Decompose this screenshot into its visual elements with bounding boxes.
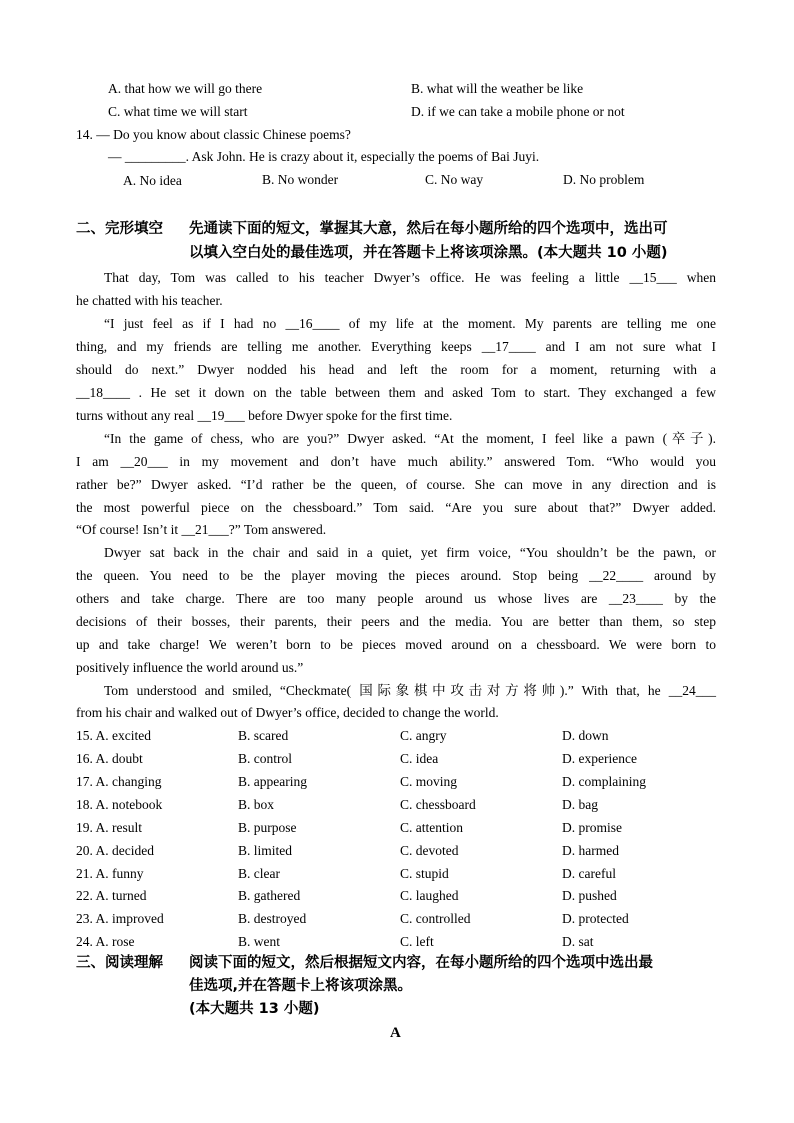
q18-option-b: B. box bbox=[238, 797, 275, 812]
q17-option-d: D. complaining bbox=[562, 774, 646, 789]
q13-option-d: D. if we can take a mobile phone or not bbox=[411, 104, 625, 119]
passage-line: others and take charge. There are too many people around us whose lives are __23____ by the bbox=[76, 591, 716, 606]
passage-line: thing, and my friends are telling me another. Everything keeps __17____ and I am not sure what I bbox=[76, 339, 716, 354]
q15-option-c: C. angry bbox=[400, 728, 447, 743]
section2-title: 二、完形填空 bbox=[76, 221, 163, 237]
q20-option-a: 20. A. decided bbox=[76, 843, 154, 858]
passage-line: That day, Tom was called to his teacher Dwyer’s office. He was feeling a little __15___ when bbox=[104, 270, 716, 285]
q23-option-d: D. protected bbox=[562, 911, 629, 926]
q19-option-b: B. purpose bbox=[238, 820, 297, 835]
q16-option-b: B. control bbox=[238, 751, 292, 766]
section2-instruction-2: 以填入空白处的最佳选项，并在答题卡上将该项涂黑。(本大题共 10 小题) bbox=[189, 245, 668, 261]
passage-line: the queen. You need to be the player moving the pieces around. Stop being __22____ around by bbox=[76, 568, 716, 583]
q17-option-a: 17. A. changing bbox=[76, 774, 162, 789]
passage-line: positively influence the world around us.” bbox=[76, 660, 304, 675]
q16-option-c: C. idea bbox=[400, 751, 439, 766]
q16-option-d: D. experience bbox=[562, 751, 637, 766]
passage-line: turns without any real __19___ before Dwyer spoke for the first time. bbox=[76, 408, 453, 423]
q17-option-c: C. moving bbox=[400, 774, 458, 789]
section3-instruction-1: 阅读下面的短文，然后根据短文内容，在每小题所给的四个选项中选出最 bbox=[189, 955, 653, 971]
q22-option-c: C. laughed bbox=[400, 888, 459, 903]
q17-option-b: B. appearing bbox=[238, 774, 307, 789]
section3-title: 三、阅读理解 bbox=[76, 955, 163, 971]
q18-option-a: 18. A. notebook bbox=[76, 797, 163, 812]
q24-option-c: C. left bbox=[400, 934, 434, 949]
q22-option-b: B. gathered bbox=[238, 888, 301, 903]
passage-line: Dwyer sat back in the chair and said in a quiet, yet firm voice, “You shouldn’t be the pawn, or bbox=[104, 545, 716, 560]
q14-option-c: C. No way bbox=[425, 172, 484, 187]
q18-option-d: D. bag bbox=[562, 797, 598, 812]
passage-line: the most powerful piece on the chessboard.” Tom said. “Are you sure about that?” Dwyer added. bbox=[76, 500, 716, 515]
passage-line: decisions of their bosses, their parents, their peers and the media. You are better than them, so step bbox=[76, 614, 716, 629]
q21-option-b: B. clear bbox=[238, 866, 280, 881]
q13-option-b: B. what will the weather be like bbox=[411, 81, 584, 96]
q16-option-a: 16. A. doubt bbox=[76, 751, 143, 766]
q23-option-c: C. controlled bbox=[400, 911, 471, 926]
passage-line: from his chair and walked out of Dwyer’s office, decided to change the world. bbox=[76, 705, 499, 720]
q21-option-c: C. stupid bbox=[400, 866, 449, 881]
passage-line: should do next.” Dwyer nodded his head and left the room for a moment, returning with a bbox=[76, 362, 716, 377]
q21-option-a: 21. A. funny bbox=[76, 866, 144, 881]
q23-option-b: B. destroyed bbox=[238, 911, 307, 926]
q15-option-b: B. scared bbox=[238, 728, 289, 743]
passage-line: up and take charge! We weren’t born to be pieces moved around on a chessboard. We were born to bbox=[76, 637, 716, 652]
q20-option-c: C. devoted bbox=[400, 843, 459, 858]
q19-option-a: 19. A. result bbox=[76, 820, 142, 835]
q13-option-c: C. what time we will start bbox=[108, 104, 248, 119]
q14-option-b: B. No wonder bbox=[262, 172, 339, 187]
q14-answer-line: — _________. Ask John. He is crazy about it, especially the poems of Bai Juyi. bbox=[108, 149, 540, 164]
passage-line: rather be?” Dwyer asked. “I’d rather be the queen, of course. She can move in any direction and is bbox=[76, 477, 716, 492]
q24-option-b: B. went bbox=[238, 934, 280, 949]
q15-option-d: D. down bbox=[562, 728, 609, 743]
q14-question: 14. — Do you know about classic Chinese poems? bbox=[76, 127, 351, 142]
part-label: A bbox=[390, 1025, 401, 1041]
q22-option-d: D. pushed bbox=[562, 888, 617, 903]
q14-option-d: D. No problem bbox=[563, 172, 645, 187]
q18-option-c: C. chessboard bbox=[400, 797, 476, 812]
q13-option-a: A. that how we will go there bbox=[108, 81, 263, 96]
q19-option-c: C. attention bbox=[400, 820, 463, 835]
passage-line: I am __20___ in my movement and don’t have much ability.” answered Tom. “Who would you bbox=[76, 454, 716, 469]
passage-line: he chatted with his teacher. bbox=[76, 293, 223, 308]
section3-instruction-3: (本大题共 13 小题) bbox=[189, 1001, 320, 1017]
passage-line: __18____ . He set it down on the table between them and asked Tom to start. They exchanged a few bbox=[76, 385, 716, 400]
passage-line: “I just feel as if I had no __16____ of my life at the moment. My parents are telling me one bbox=[104, 316, 716, 331]
q23-option-a: 23. A. improved bbox=[76, 911, 164, 926]
q22-option-a: 22. A. turned bbox=[76, 888, 147, 903]
q19-option-d: D. promise bbox=[562, 820, 622, 835]
q15-option-a: 15. A. excited bbox=[76, 728, 151, 743]
section3-instruction-2: 佳选项,并在答题卡上将该项涂黑。 bbox=[189, 978, 413, 994]
passage-line: “Of course! Isn’t it __21___?” Tom answered. bbox=[76, 522, 327, 537]
passage-line: “In the game of chess, who are you?” Dwyer asked. “At the moment, I feel like a pawn (卒子). bbox=[104, 431, 716, 446]
q21-option-d: D. careful bbox=[562, 866, 616, 881]
q24-option-a: 24. A. rose bbox=[76, 934, 135, 949]
q20-option-b: B. limited bbox=[238, 843, 292, 858]
passage-line: Tom understood and smiled, “Checkmate( 国际象棋中攻击对方将帅).” With that, he __24___ bbox=[104, 683, 716, 698]
section2-instruction-1: 先通读下面的短文，掌握其大意，然后在每小题所给的四个选项中，选出可 bbox=[189, 221, 668, 237]
q20-option-d: D. harmed bbox=[562, 843, 619, 858]
q14-option-a: A. No idea bbox=[123, 173, 182, 188]
q24-option-d: D. sat bbox=[562, 934, 594, 949]
